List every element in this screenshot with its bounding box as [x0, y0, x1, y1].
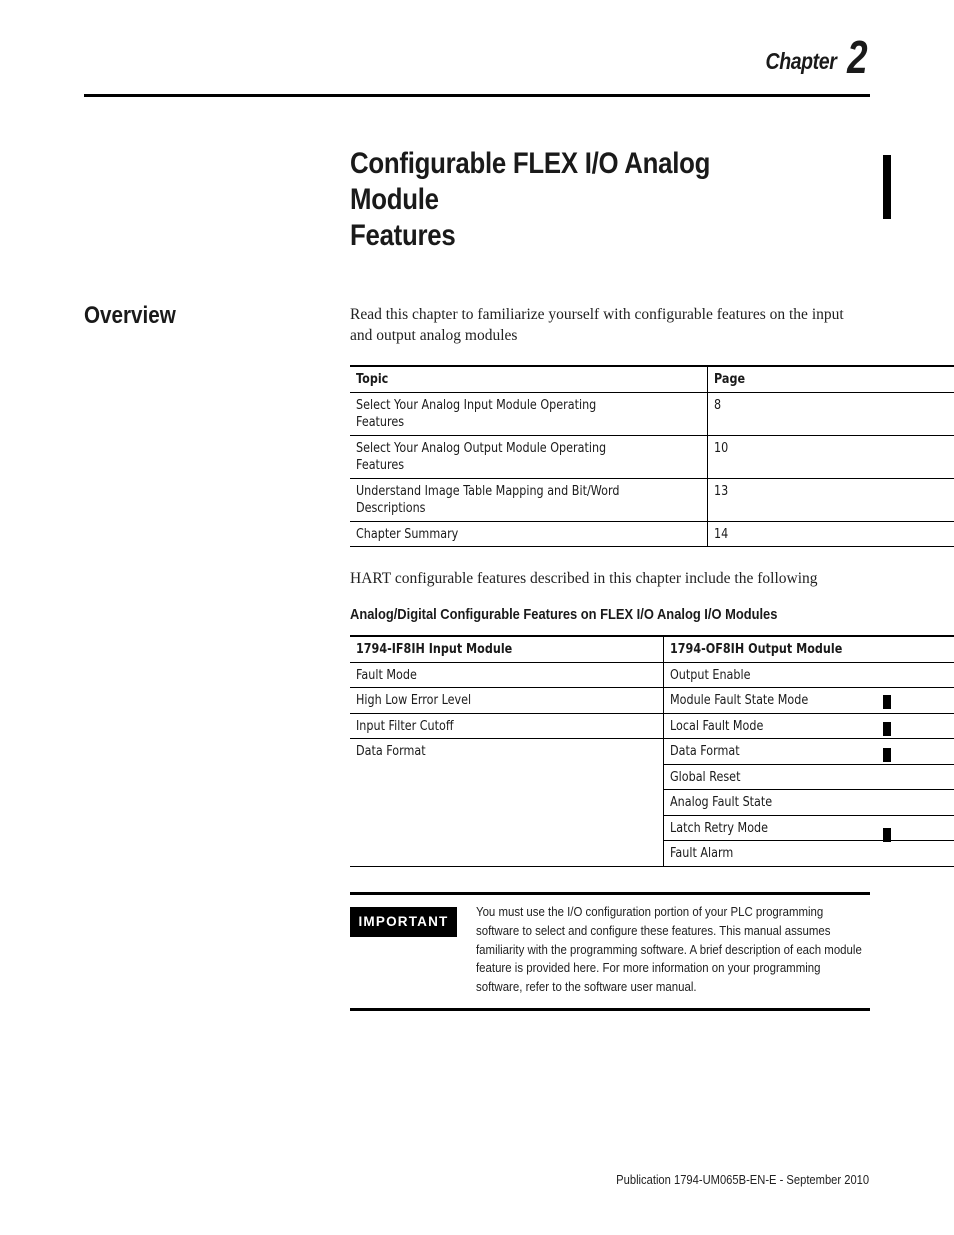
output-feature: Latch Retry Mode [670, 820, 769, 836]
output-feature: Local Fault Mode [670, 718, 764, 734]
input-module-header: 1794-IF8IH Input Module [356, 642, 513, 657]
chapter-number: 2 [847, 31, 868, 83]
features-table [350, 635, 954, 867]
page-cell: 8 [714, 397, 722, 413]
output-feature: Global Reset [670, 769, 741, 785]
output-feature: Analog Fault State [670, 795, 773, 810]
output-feature: Output Enable [670, 667, 751, 683]
topic-table [350, 365, 954, 547]
table-row [350, 392, 954, 435]
publication-footer: Publication 1794-UM065B-EN-E - September 2010 [616, 1172, 869, 1187]
input-feature: High Low Error Level [356, 693, 472, 708]
page-title [350, 146, 780, 254]
overview-intro: Read this chapter to familiarize yourself with configurable features on the input and output analog modules [350, 306, 844, 344]
input-feature: Data Format [356, 744, 426, 759]
topic-table-header-row [350, 366, 954, 392]
table-row [350, 688, 954, 714]
features-table-caption: Analog/Digital Configurable Features on FLEX I/O Analog I/O Modules [350, 606, 778, 623]
important-bottom-rule [350, 1008, 870, 1011]
overview-heading: Overview [84, 302, 176, 329]
page-title-line-2: Features [350, 219, 456, 252]
hart-sentence: HART configurable features described in this chapter include the following [350, 570, 818, 587]
table-row [350, 521, 954, 547]
topic-cell: Select Your Analog Output Module Operating Features [356, 440, 607, 473]
output-module-header: 1794-OF8IH Output Module [670, 642, 843, 657]
page-cell: 10 [714, 440, 729, 456]
output-feature: Data Format [670, 744, 740, 759]
input-feature: Fault Mode [356, 667, 417, 683]
change-bar-title [883, 155, 891, 219]
topic-cell: Understand Image Table Mapping and Bit/Word Descriptions [356, 483, 620, 516]
topic-cell: Select Your Analog Input Module Operating Features [356, 397, 597, 430]
header-rule [84, 94, 870, 97]
topic-cell: Chapter Summary [356, 526, 459, 542]
input-feature: Input Filter Cutoff [356, 718, 454, 734]
important-text: You must use the I/O configuration portion of your PLC programming software to select and configure these features. This manual assumes familiarity with the programming software. A brief description of each module feature is provided here. For more information on your programming software, refer to the software user manual. [476, 904, 862, 995]
table-row [350, 713, 954, 739]
features-table-header-row [350, 636, 954, 662]
table-row [350, 739, 954, 765]
chapter-label: Chapter [765, 48, 836, 74]
page-title-line-1: Configurable FLEX I/O Analog Module [350, 147, 711, 216]
important-top-rule [350, 892, 870, 895]
page-header: Page [714, 372, 746, 387]
output-feature: Fault Alarm [670, 846, 734, 861]
table-row [350, 435, 954, 478]
output-feature: Module Fault State Mode [670, 693, 809, 708]
table-row [350, 478, 954, 521]
page-cell: 13 [714, 483, 729, 499]
important-badge: IMPORTANT [350, 907, 457, 937]
topic-header: Topic [356, 372, 389, 387]
table-row [350, 662, 954, 688]
page-cell: 14 [714, 526, 729, 542]
